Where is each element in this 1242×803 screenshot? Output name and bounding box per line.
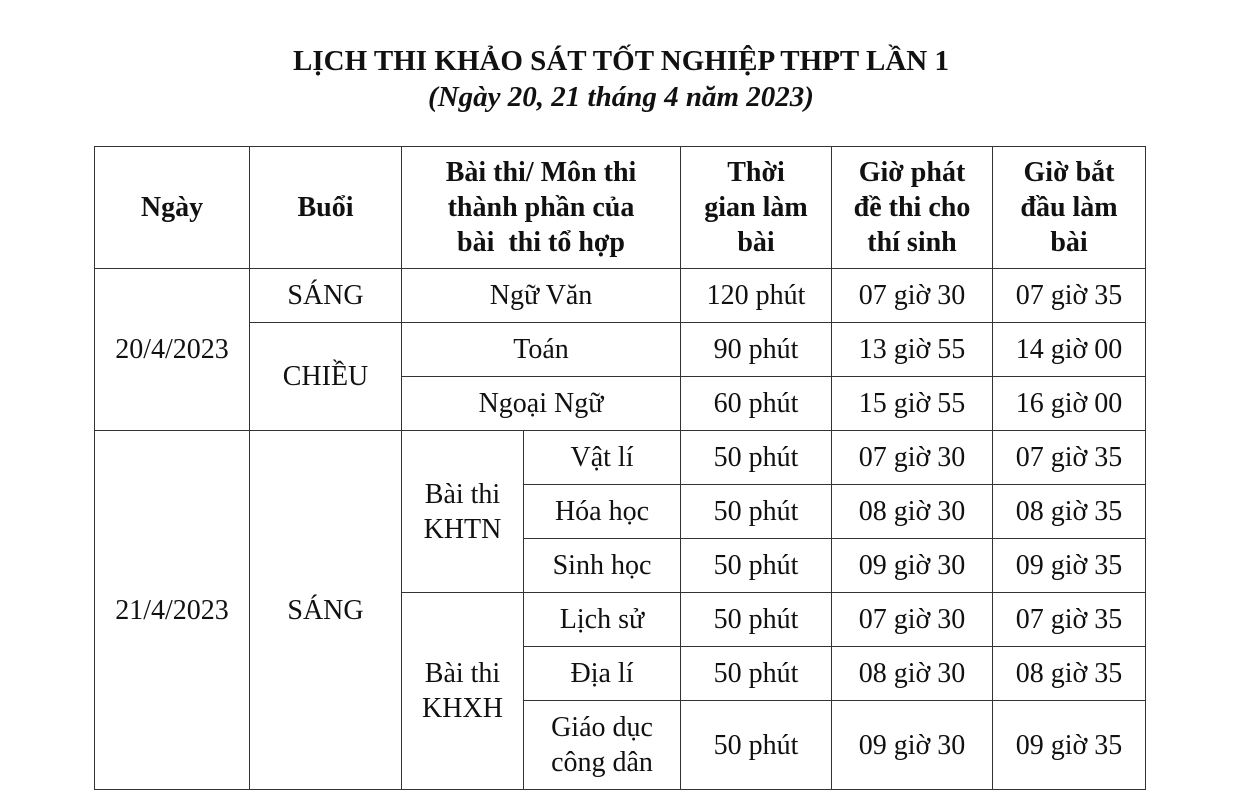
session-cell: SÁNG	[250, 269, 402, 323]
duration-cell: 50 phút	[681, 485, 832, 539]
table-row	[95, 323, 1146, 377]
start-time-cell: 16 giờ 00	[993, 377, 1146, 431]
distribution-time-cell: 07 giờ 30	[832, 593, 993, 647]
start-time-cell: 08 giờ 35	[993, 485, 1146, 539]
page-title: LỊCH THI KHẢO SÁT TỐT NGHIỆP THPT LẦN 1	[293, 45, 949, 77]
start-time-cell: 07 giờ 35	[993, 269, 1146, 323]
start-time-cell: 07 giờ 35	[993, 593, 1146, 647]
exam-schedule-table	[94, 146, 1146, 790]
start-time-cell: 09 giờ 35	[993, 539, 1146, 593]
subject-cell: Hóa học	[524, 485, 681, 539]
table-row	[95, 431, 1146, 485]
table-row	[95, 269, 1146, 323]
header-duration: Thời gian làm bài	[681, 147, 832, 269]
duration-cell: 120 phút	[681, 269, 832, 323]
header-subject: Bài thi/ Môn thi thành phần của bài thi tổ hợp	[402, 147, 681, 269]
subject-cell: Vật lí	[524, 431, 681, 485]
subject-cell: Địa lí	[524, 647, 681, 701]
duration-cell: 50 phút	[681, 539, 832, 593]
session-cell: SÁNG	[250, 431, 402, 790]
group-cell-khtn: Bài thi KHTN	[402, 431, 524, 593]
header-date: Ngày	[95, 147, 250, 269]
start-time-cell: 09 giờ 35	[993, 701, 1146, 790]
group-cell-khxh: Bài thi KHXH	[402, 593, 524, 790]
duration-cell: 60 phút	[681, 377, 832, 431]
duration-cell: 50 phút	[681, 701, 832, 790]
distribution-time-cell: 08 giờ 30	[832, 485, 993, 539]
start-time-cell: 07 giờ 35	[993, 431, 1146, 485]
distribution-time-cell: 13 giờ 55	[832, 323, 993, 377]
header-start-time: Giờ bắt đầu làm bài	[993, 147, 1146, 269]
subject-cell: Ngữ Văn	[402, 269, 681, 323]
distribution-time-cell: 09 giờ 30	[832, 539, 993, 593]
header-paper-distribution: Giờ phát đề thi cho thí sinh	[832, 147, 993, 269]
session-cell: CHIỀU	[250, 323, 402, 431]
subject-cell: Ngoại Ngữ	[402, 377, 681, 431]
distribution-time-cell: 07 giờ 30	[832, 269, 993, 323]
duration-cell: 50 phút	[681, 593, 832, 647]
start-time-cell: 14 giờ 00	[993, 323, 1146, 377]
start-time-cell: 08 giờ 35	[993, 647, 1146, 701]
distribution-time-cell: 08 giờ 30	[832, 647, 993, 701]
header-row	[95, 147, 1146, 269]
distribution-time-cell: 07 giờ 30	[832, 431, 993, 485]
duration-cell: 90 phút	[681, 323, 832, 377]
duration-cell: 50 phút	[681, 431, 832, 485]
header-session: Buổi	[250, 147, 402, 269]
subject-cell: Giáo dục công dân	[524, 701, 681, 790]
date-cell: 20/4/2023	[95, 269, 250, 431]
page-subtitle: (Ngày 20, 21 tháng 4 năm 2023)	[428, 81, 814, 113]
subject-cell: Lịch sử	[524, 593, 681, 647]
subject-cell: Sinh học	[524, 539, 681, 593]
subject-cell: Toán	[402, 323, 681, 377]
distribution-time-cell: 15 giờ 55	[832, 377, 993, 431]
date-cell: 21/4/2023	[95, 431, 250, 790]
duration-cell: 50 phút	[681, 647, 832, 701]
distribution-time-cell: 09 giờ 30	[832, 701, 993, 790]
